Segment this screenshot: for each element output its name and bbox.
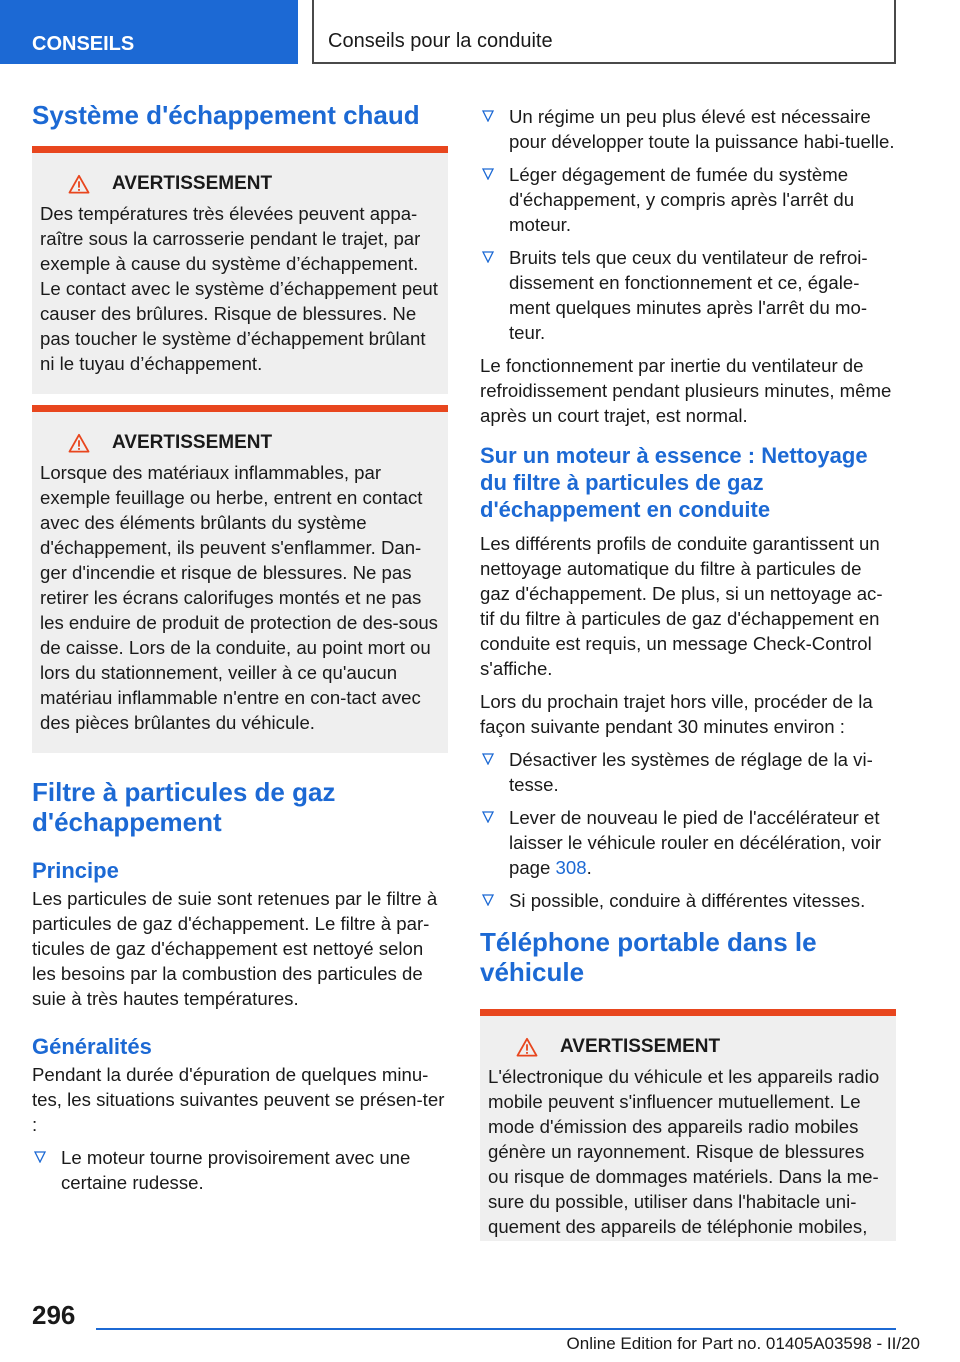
- warning-label: AVERTISSEMENT: [112, 173, 273, 194]
- page-number: 296: [32, 1300, 76, 1330]
- warning-label: AVERTISSEMENT: [560, 1036, 721, 1057]
- right-column: [480, 104, 896, 1241]
- bullet-triangle-icon: [482, 110, 494, 122]
- page-reference-link[interactable]: 308: [555, 857, 587, 878]
- footer-divider: [96, 1328, 896, 1330]
- warning-triangle-icon: [516, 1037, 538, 1057]
- fan-text: Le fonctionnement par inertie du ventilateur de refroidissement pendant plusieurs minutes, même après un court trajet, est normal.: [480, 355, 892, 426]
- list-item: Bruits tels que ceux du ventilateur de refroi-dissement en fonctionnement et ce, égale-ment quelques minutes après l'arrêt du mo-teur.: [480, 245, 896, 345]
- bullet-triangle-icon: [482, 753, 494, 765]
- heading-exhaust: Système d'échappement chaud: [32, 100, 420, 130]
- warning-box-exhaust-heat: [32, 146, 448, 394]
- warning-header: [40, 432, 438, 454]
- heading-principe: Principe: [32, 858, 119, 883]
- heading-mobile-phone: Téléphone portable dans le véhicule: [480, 927, 817, 987]
- warning-box-flammable: [32, 405, 448, 753]
- section-tab: CONSEILS: [0, 0, 298, 64]
- footer-edition-text: Online Edition for Part no. 01405A03598 - II/20: [566, 1334, 920, 1353]
- essence-text-2: Lors du prochain trajet hors ville, procéder de la façon suivante pendant 30 minutes environ :: [480, 691, 873, 737]
- list-item: Un régime un peu plus élevé est nécessaire pour développer toute la puissance habi-tuelle.: [480, 104, 896, 154]
- bullet-triangle-icon: [482, 251, 494, 263]
- list-item: Si possible, conduire à différentes vitesses.: [480, 888, 896, 913]
- page-header-title: Conseils pour la conduite: [312, 0, 896, 64]
- list-item: Désactiver les systèmes de réglage de la vi-tesse.: [480, 747, 896, 797]
- warning-text: Lorsque des matériaux inflammables, par exemple feuillage ou herbe, entrent en contact avec des éléments brûlants du système d'échappement, ils peuvent s'enflammer. Dan-ger d'incendie et risque de blessures. Ne pas retirer les écrans calorifuges montés et ne pas les enduire de produit de protection de des-sous de caisse. Lors de la conduite, au point mort ou lors du stationnement, veiller à ce qu'aucun matériau inflammable n'entre en con-tact avec des pièces brûlantes du véhicule.: [40, 462, 438, 733]
- warning-label: AVERTISSEMENT: [112, 432, 273, 453]
- heading-generalites: Généralités: [32, 1034, 152, 1059]
- warning-text: Des températures très élevées peuvent appa-raître sous la carrosserie pendant le trajet, par exemple à cause du système d’échappement. Le contact avec le système d’échappement peut causer des brûlures. Risque de blessures. Ne pas toucher le système d’échappement brûlant ni le tuyau d’échappement.: [40, 203, 438, 374]
- bullet-triangle-icon: [34, 1151, 46, 1163]
- heading-particle-filter: Filtre à particules de gaz d'échappement: [32, 777, 336, 837]
- essence-steps-list: [480, 747, 896, 913]
- symptoms-list: [480, 104, 896, 345]
- warning-text: L'électronique du véhicule et les appareils radio mobile peuvent s'influencer mutuellement. Le mode d'émission des appareils radio mobiles génère un rayonnement. Risque de blessures ou risque de dommages matériels. Dans la me-sure du possible, utiliser dans l'habitacle uni-quement des appareils de téléphonie mobiles,: [488, 1066, 880, 1237]
- warning-header: [488, 1036, 886, 1058]
- warning-box-mobile-phone: [480, 1009, 896, 1241]
- bullet-triangle-icon: [482, 168, 494, 180]
- heading-essence-cleaning: Sur un moteur à essence : Nettoyage du filtre à particules de gaz d'échappement en conduite: [480, 443, 868, 522]
- generalites-text: Pendant la durée d'épuration de quelques minu-tes, les situations suivantes peuvent se présen-ter :: [32, 1064, 445, 1135]
- generalites-list: [32, 1145, 448, 1195]
- left-column: [32, 100, 448, 1203]
- warning-header: [40, 173, 438, 195]
- list-item: Léger dégagement de fumée du système d'échappement, y compris après l'arrêt du moteur.: [480, 162, 896, 237]
- warning-triangle-icon: [68, 433, 90, 453]
- warning-triangle-icon: [68, 174, 90, 194]
- list-item: Lever de nouveau le pied de l'accélérateur et laisser le véhicule rouler en décélération, voir page 308.: [480, 805, 896, 880]
- bullet-triangle-icon: [482, 811, 494, 823]
- list-item: Le moteur tourne provisoirement avec une certaine rudesse.: [32, 1145, 448, 1195]
- principe-text: Les particules de suie sont retenues par le filtre à particules de gaz d'échappement. Le filtre à par-ticules de gaz d'échappement est nettoyé selon les besoins par la combustion des particules de suie à très hautes températures.: [32, 888, 438, 1009]
- essence-text-1: Les différents profils de conduite garantissent un nettoyage automatique du filtre à particules de gaz d'échappement. De plus, si un nettoyage ac-tif du filtre à particules de gaz d'échappement en conduite est requis, un message Check-Control s'affiche.: [480, 533, 883, 679]
- bullet-triangle-icon: [482, 894, 494, 906]
